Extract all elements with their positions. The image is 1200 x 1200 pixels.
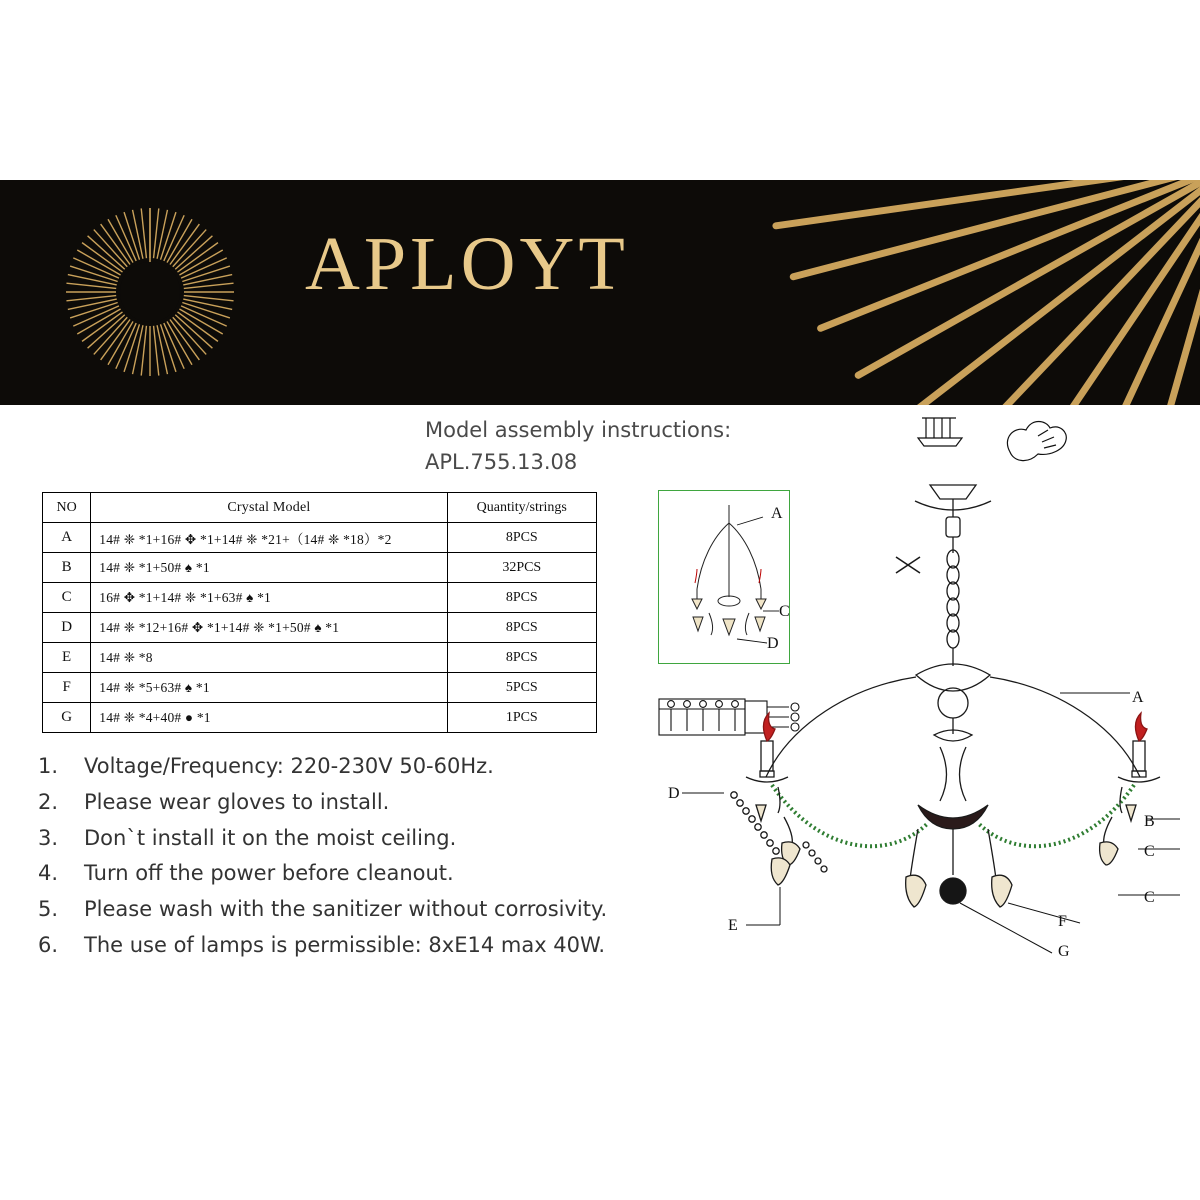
label-e: E [728, 917, 738, 934]
cell-no: G [43, 703, 91, 733]
parts-table [42, 492, 597, 733]
note-text: Turn off the power before cleanout. [84, 861, 454, 886]
model-code: APL.755.13.08 [425, 449, 578, 474]
table-header-row [43, 493, 597, 523]
cell-model: 16# ✥ *1+14# ❈ *1+63# ♠ *1 [91, 583, 447, 613]
table-row [43, 613, 597, 643]
list-item [28, 788, 608, 818]
assembly-diagram [620, 405, 1180, 1005]
cell-qty: 8PCS [447, 643, 596, 673]
table-row [43, 643, 597, 673]
note-number: 3. [37, 825, 58, 850]
cell-model: 14# ❈ *1+50# ♠ *1 [91, 553, 447, 583]
assembly-title: Model assembly instructions: [425, 418, 732, 442]
note-text: Voltage/Frequency: 220-230V 50-60Hz. [84, 754, 494, 778]
cell-qty: 5PCS [447, 673, 596, 703]
cell-no: C [43, 583, 91, 613]
list-item [28, 859, 608, 889]
list-item [28, 931, 608, 961]
cell-model: 14# ❈ *5+63# ♠ *1 [91, 673, 447, 703]
table-row [43, 553, 597, 583]
inset-label-c: C [779, 603, 790, 620]
safety-notes [28, 752, 608, 967]
note-number: 6. [37, 933, 58, 958]
brand-banner [0, 180, 1200, 405]
label-c: C [1144, 843, 1155, 860]
cell-model: 14# ❈ *8 [91, 643, 447, 673]
cell-qty: 8PCS [447, 613, 596, 643]
table-row [43, 583, 597, 613]
list-item [28, 752, 608, 782]
note-text: Please wash with the sanitizer without corrosivity. [84, 897, 608, 922]
list-item [28, 824, 608, 854]
cell-no: F [43, 673, 91, 703]
inset-label-d: D [767, 635, 779, 652]
table-row [43, 523, 597, 553]
col-no: NO [43, 493, 91, 523]
list-item [28, 895, 608, 925]
brand-wordmark: APLOYT [305, 222, 629, 306]
note-number: 1. [37, 754, 58, 778]
label-d: D [668, 785, 680, 802]
note-number: 4. [37, 861, 58, 886]
label-b: B [1144, 813, 1155, 830]
cell-model: 14# ❈ *1+16# ✥ *1+14# ❈ *21+（14# ❈ *18）*2 [91, 523, 447, 553]
table-row [43, 673, 597, 703]
label-a: A [1132, 689, 1144, 706]
note-text: Please wear gloves to install. [84, 789, 390, 814]
col-model: Crystal Model [91, 493, 447, 523]
chandelier-main-icon [660, 425, 1180, 1005]
label-f: F [1058, 913, 1067, 930]
cell-qty: 32PCS [447, 553, 596, 583]
sunburst-icon [60, 202, 240, 382]
cell-model: 14# ❈ *12+16# ✥ *1+14# ❈ *1+50# ♠ *1 [91, 613, 447, 643]
label-c2: C [1144, 889, 1155, 906]
note-number: 5. [37, 897, 58, 922]
cell-no: B [43, 553, 91, 583]
cell-no: D [43, 613, 91, 643]
cell-model: 14# ❈ *4+40# ● *1 [91, 703, 447, 733]
cell-no: A [43, 523, 91, 553]
inset-label-a: A [771, 505, 783, 522]
cell-qty: 8PCS [447, 523, 596, 553]
note-number: 2. [37, 789, 58, 814]
cell-qty: 8PCS [447, 583, 596, 613]
note-text: Don`t install it on the moist ceiling. [84, 825, 457, 850]
cell-no: E [43, 643, 91, 673]
label-g: G [1058, 943, 1070, 960]
ray-fan-icon [720, 180, 1200, 405]
cell-qty: 1PCS [447, 703, 596, 733]
col-qty: Quantity/strings [447, 493, 596, 523]
table-row [43, 703, 597, 733]
note-text: The use of lamps is permissible: 8xE14 max 40W. [84, 933, 606, 958]
